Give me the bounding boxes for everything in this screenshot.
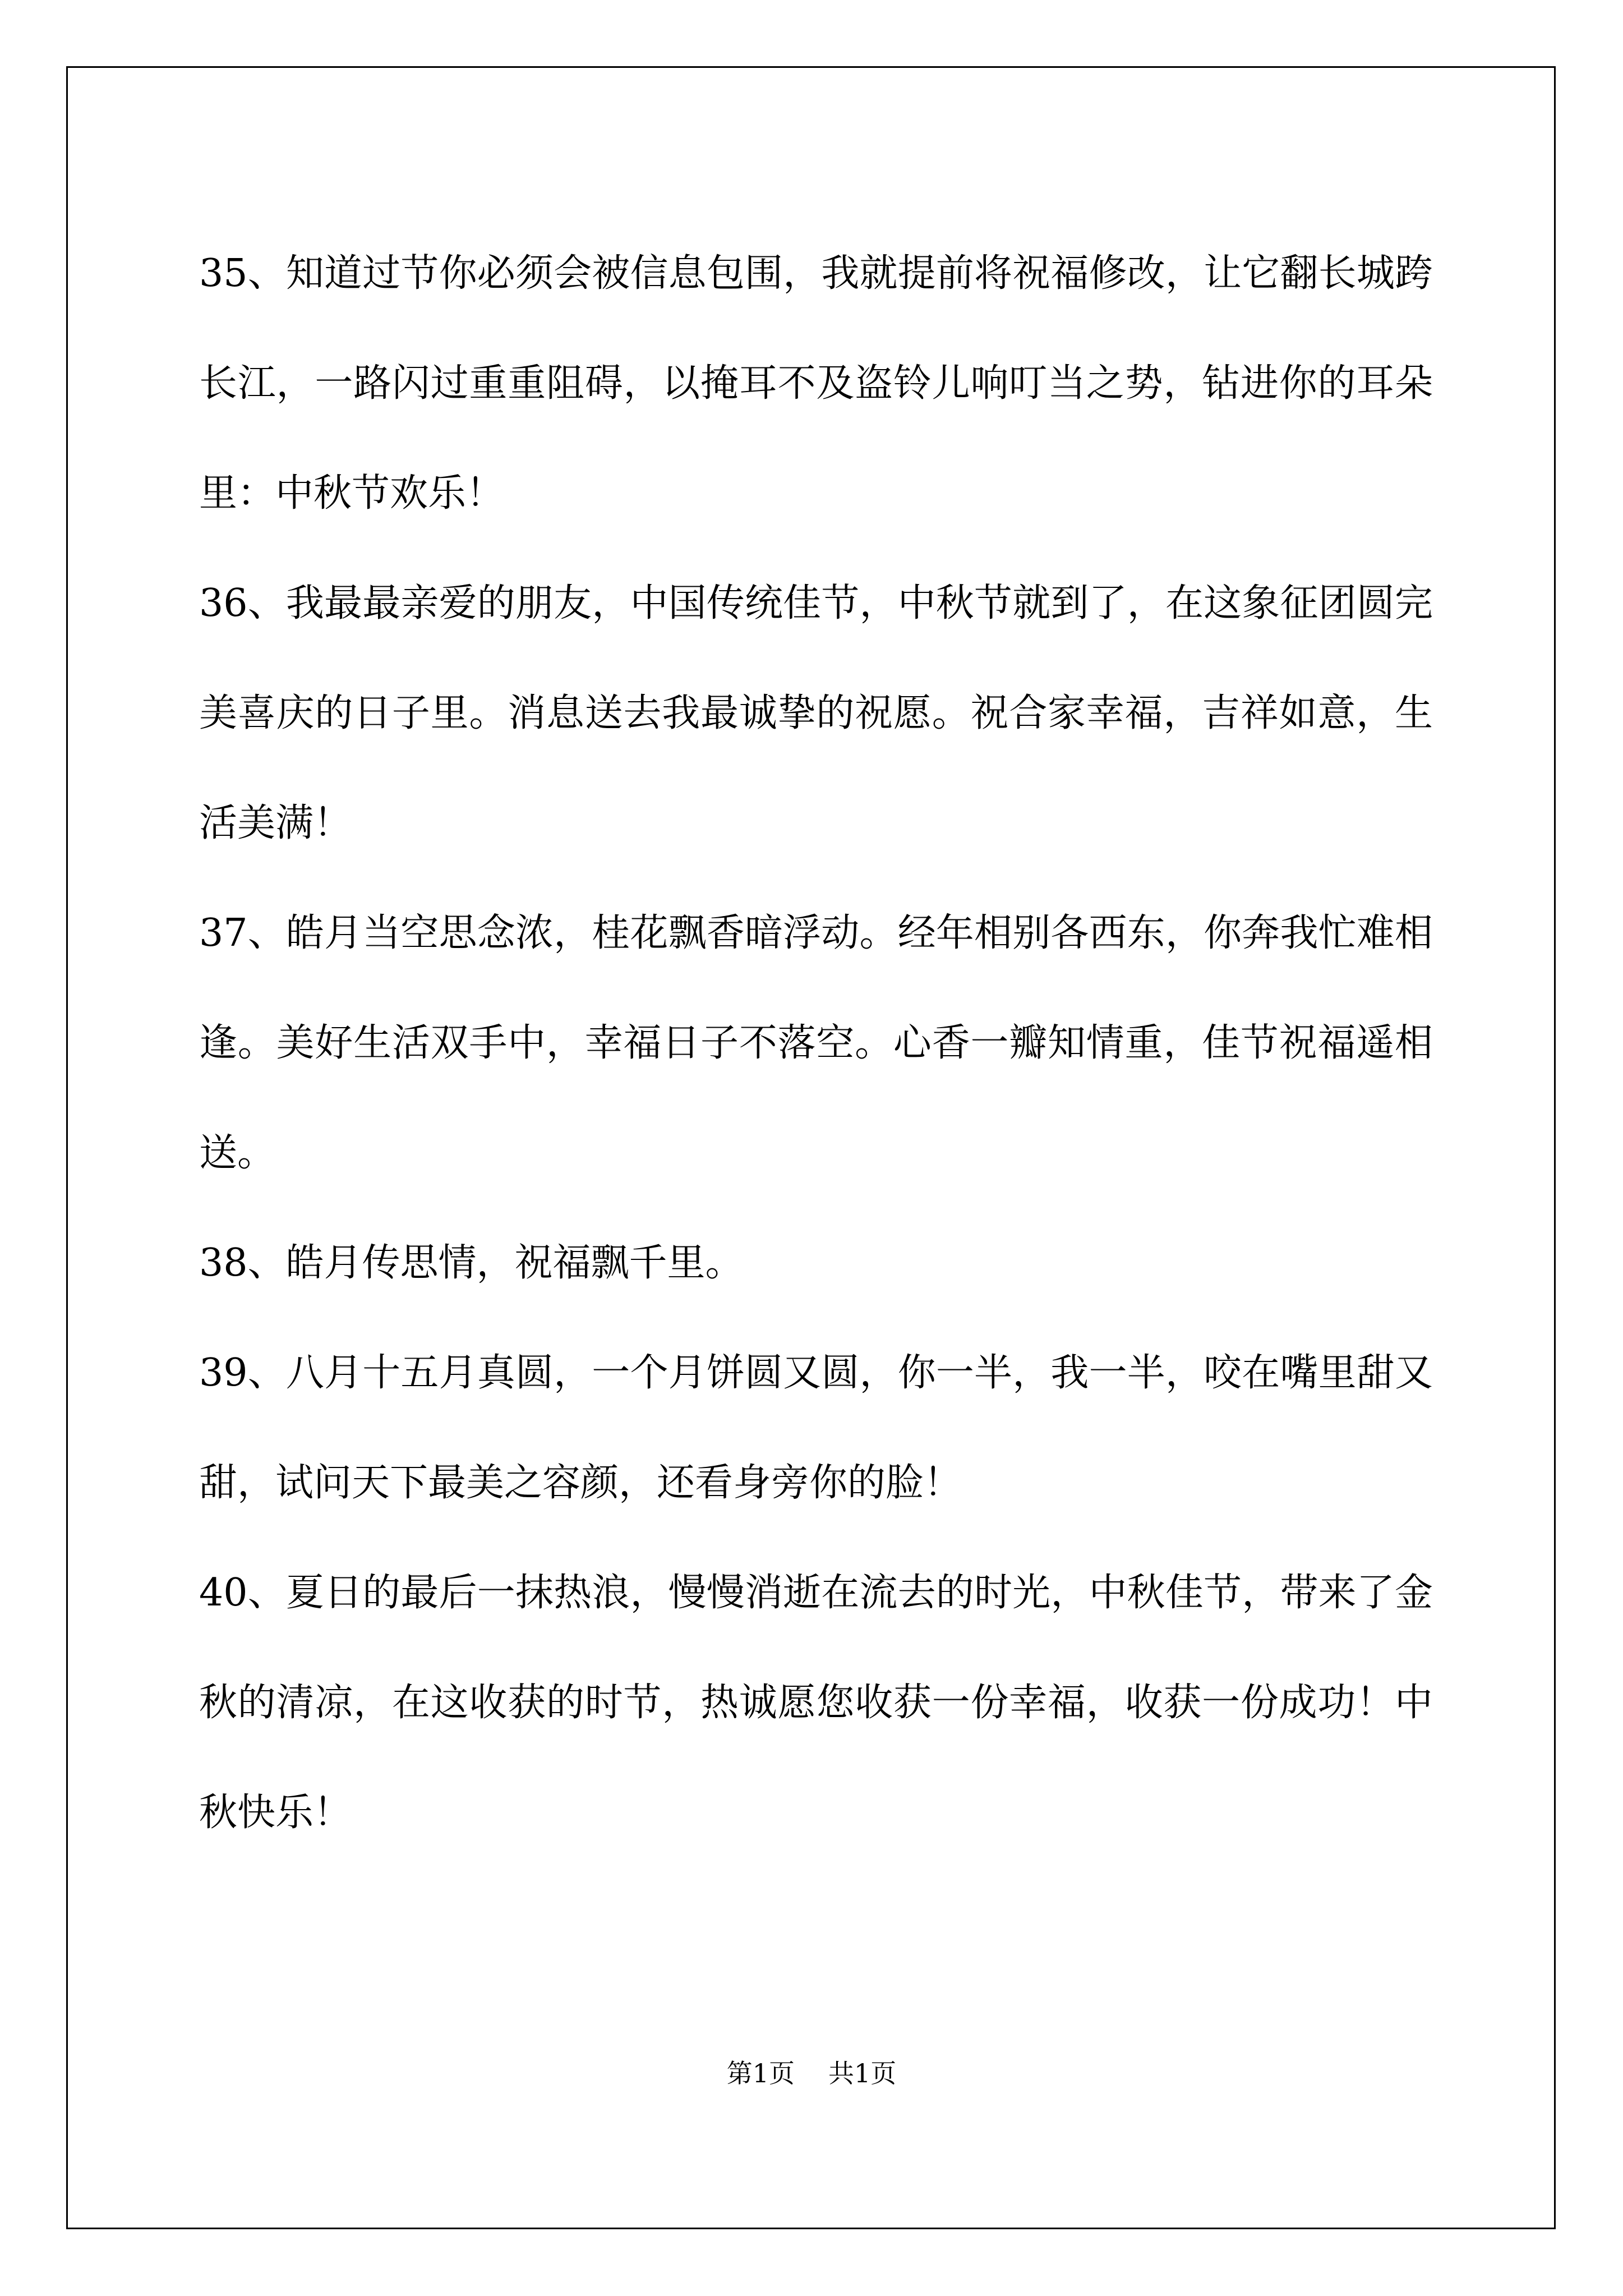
page-footer — [0, 2053, 1623, 2090]
entry-35: 35、知道过节你必须会被信息包围，我就提前将祝福修改，让它翻长城跨长江，一路闪过重重阻碍，以掩耳不及盗铃儿响叮当之势，钻进你的耳朵里：中秋节欢乐！ — [199, 251, 1433, 516]
entry-40: 40、夏日的最后一抹热浪，慢慢消逝在流去的时光，中秋佳节，带来了金秋的清凉，在这收获的时节，热诚愿您收获一份幸福，收获一份成功！中秋快乐！ — [199, 1571, 1433, 1835]
page-number: 第1页 — [726, 2058, 795, 2088]
entry-37: 37、皓月当空思念浓，桂花飘香暗浮动。经年相别各西东，你奔我忙难相逢。美好生活双手中，幸福日子不落空。心香一瓣知情重，佳节祝福遥相送。 — [199, 911, 1433, 1175]
entry-39: 39、八月十五月真圆，一个月饼圆又圆，你一半，我一半，咬在嘴里甜又甜，试问天下最美之容颜，还看身旁你的脸！ — [199, 1351, 1433, 1505]
entry-38: 38、皓月传思情，祝福飘千里。 — [199, 1241, 744, 1285]
page-total: 共1页 — [828, 2058, 897, 2088]
entry-36: 36、我最最亲爱的朋友，中国传统佳节，中秋节就到了，在这象征团圆完美喜庆的日子里。消息送去我最诚挚的祝愿。祝合家幸福，吉祥如意，生活美满！ — [199, 581, 1433, 845]
document-body — [199, 219, 1433, 1868]
